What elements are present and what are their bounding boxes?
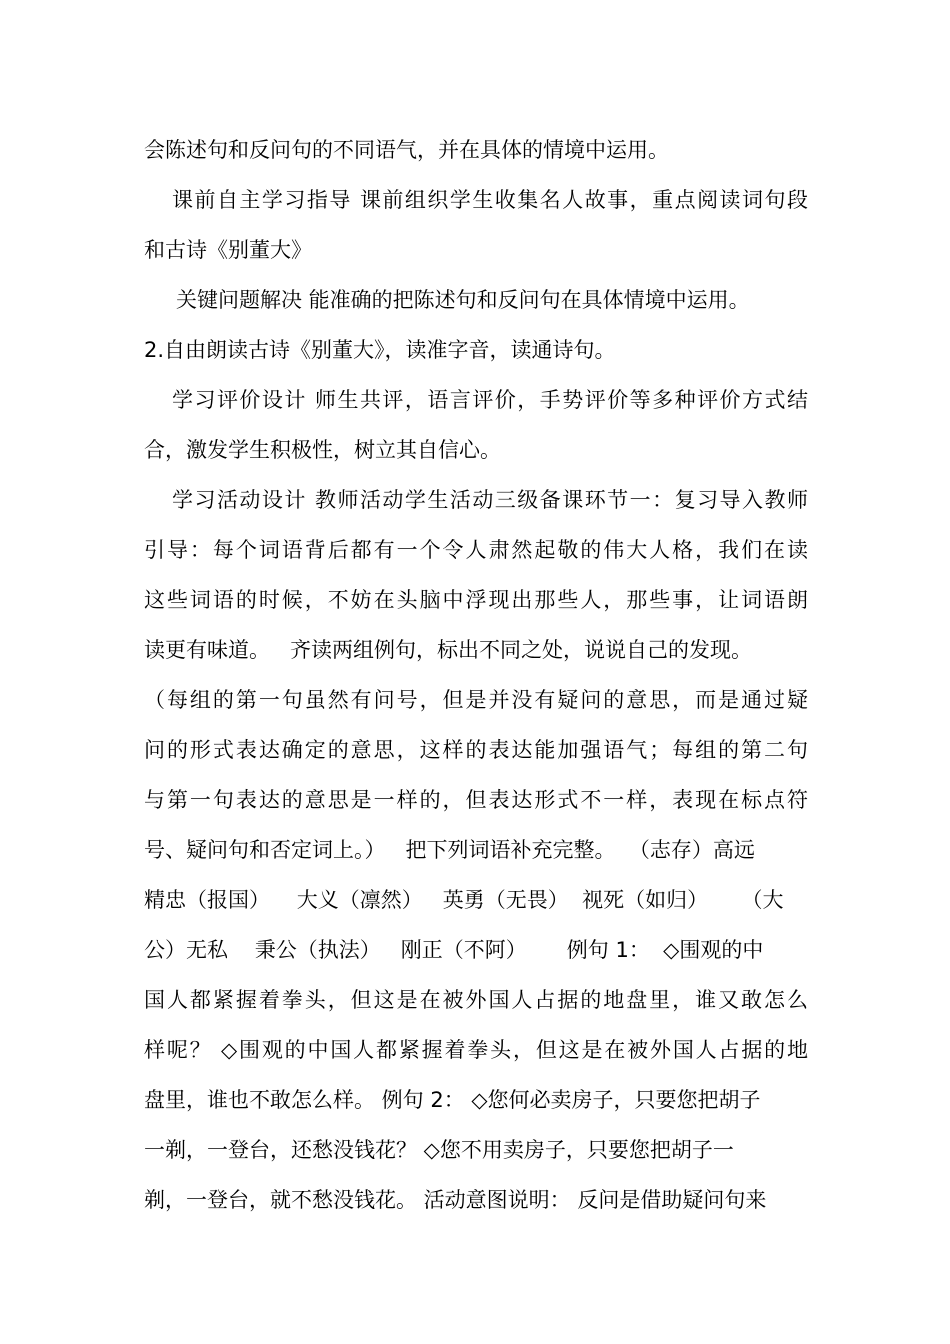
text-line-15: 号、疑问句和否定词上。） 把下列词语补充完整。 （志存）高远 xyxy=(144,838,755,862)
text-line-17: 公）无私 秉公（执法） 刚正（不阿） 例句 1： ◇围观的中 xyxy=(144,938,764,962)
text-line-18: 国人都紧握着拳头，但这是在被外国人占据的地盘里，谁又敢怎么 xyxy=(144,988,808,1012)
text-line-16: 精忠（报国） 大义（凛然） 英勇（无畏） 视死（如归） （大 xyxy=(144,888,784,912)
text-line-1: 会陈述句和反问句的不同语气，并在具体的情境中运用。 xyxy=(144,138,669,162)
text-line-12: （每组的第一句虽然有问号，但是并没有疑问的意思，而是通过疑 xyxy=(144,688,808,712)
text-line-8: 学习活动设计 教师活动学生活动三级备课环节一：复习导入教师 xyxy=(172,488,808,512)
text-line-13: 问的形式表达确定的意思，这样的表达能加强语气；每组的第二句 xyxy=(144,738,808,762)
text-line-14: 与第一句表达的意思是一样的，但表达形式不一样，表现在标点符 xyxy=(144,788,808,812)
text-line-11: 读更有味道。 齐读两组例句，标出不同之处，说说自己的发现。 xyxy=(144,638,753,662)
text-line-10: 这些词语的时候，不妨在头脑中浮现出那些人，那些事，让词语朗 xyxy=(144,588,808,612)
text-line-19: 样呢？ ◇围观的中国人都紧握着拳头，但这是在被外国人占据的地 xyxy=(144,1038,808,1062)
text-line-3: 和古诗《别董大》 xyxy=(144,238,312,262)
text-line-7: 合，激发学生积极性，树立其自信心。 xyxy=(144,438,501,462)
text-line-22: 剃，一登台，就不愁没钱花。 活动意图说明： 反问是借助疑问句来 xyxy=(144,1188,767,1212)
text-line-4: 关键问题解决 能准确的把陈述句和反问句在具体情境中运用。 xyxy=(176,288,750,312)
text-line-9: 引导：每个词语背后都有一个令人肃然起敬的伟大人格，我们在读 xyxy=(144,538,808,562)
text-line-5: 2.自由朗读古诗《别董大》，读准字音，读通诗句。 xyxy=(144,338,616,362)
text-line-2: 课前自主学习指导 课前组织学生收集名人故事，重点阅读词句段 xyxy=(172,188,808,212)
text-line-6: 学习评价设计 师生共评，语言评价，手势评价等多种评价方式结 xyxy=(172,388,808,412)
text-line-20: 盘里，谁也不敢怎么样。 例句 2： ◇您何必卖房子，只要您把胡子 xyxy=(144,1088,761,1112)
text-line-21: 一剃，一登台，还愁没钱花？ ◇您不用卖房子，只要您把胡子一 xyxy=(144,1138,734,1162)
